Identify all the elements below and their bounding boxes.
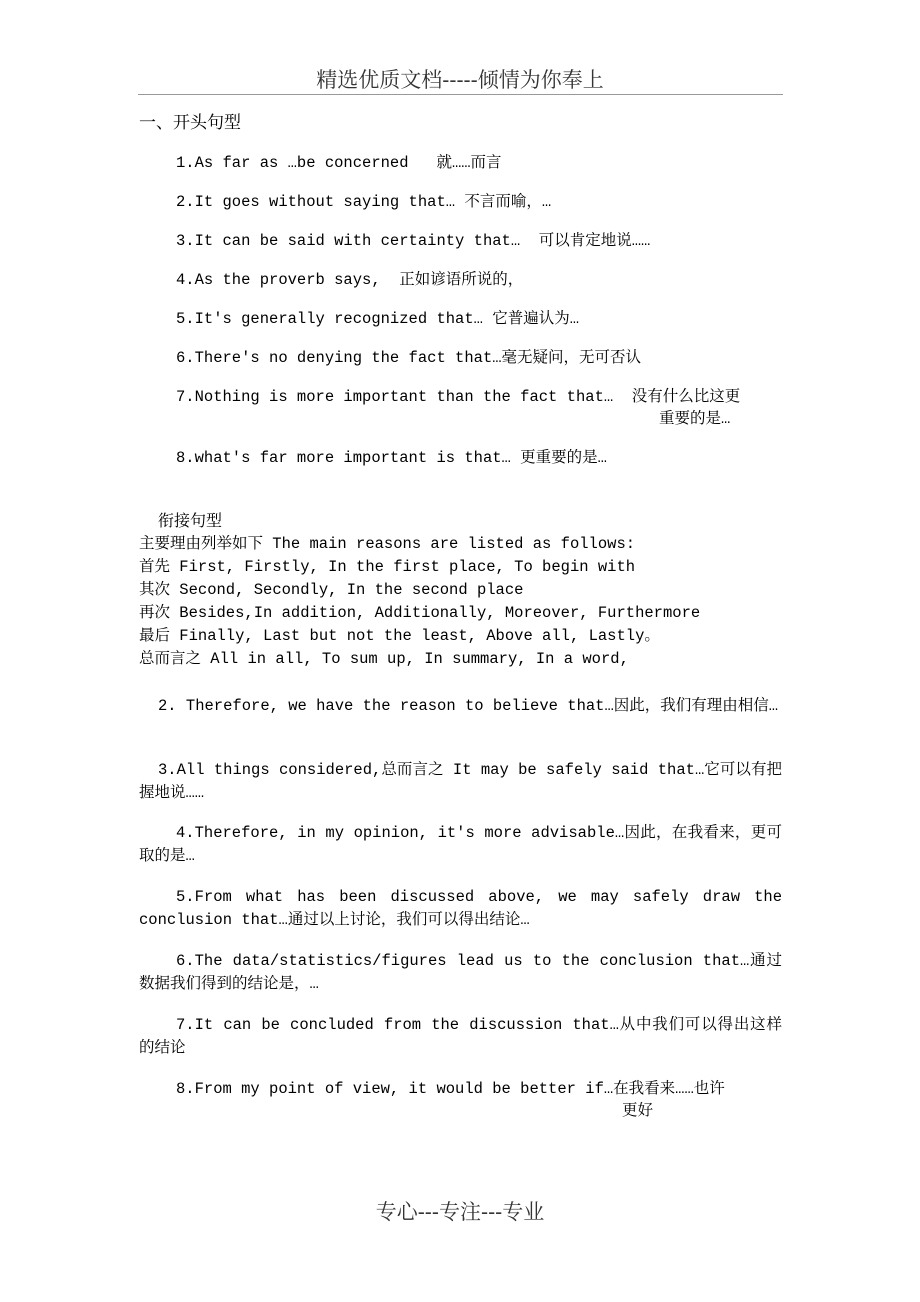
opening-item-3: 3.It can be said with certainty that… 可以肯定地说…… xyxy=(176,232,651,250)
transition-line-4: 再次 Besides,In addition, Additionally, Moreover, Furthermore xyxy=(139,604,701,622)
conclusion-item-3-text: 3.All things considered,总而言之 It may be safely said that…它可以有把握地说…… xyxy=(139,761,782,802)
opening-item-6: 6.There's no denying the fact that…毫无疑问，无可否认 xyxy=(176,349,642,367)
conclusion-item-7 xyxy=(139,1014,782,1060)
conclusion-item-6-text: 6.The data/statistics/figures lead us to the conclusion that…通过数据我们得到的结论是，… xyxy=(139,952,782,993)
conclusion-item-4-text: 4.Therefore, in my opinion, it's more advisable…因此，在我看来，更可取的是… xyxy=(139,824,782,865)
transition-line-2: 首先 First, Firstly, In the first place, To begin with xyxy=(139,558,636,576)
conclusion-item-6 xyxy=(139,950,782,996)
conclusion-item-5-text: 5.From what has been discussed above, we may safely draw the conclusion that…通过以上讨论，我们可以得出结论… xyxy=(139,888,782,929)
opening-item-2: 2.It goes without saying that… 不言而喻，… xyxy=(176,193,552,211)
conclusion-item-8-continuation: 更好 xyxy=(622,1102,654,1120)
conclusion-item-2-text: 2. Therefore, we have the reason to believe that…因此，我们有理由相信… xyxy=(158,697,779,715)
conclusion-item-2 xyxy=(139,695,782,718)
section-heading-opening: 一、开头句型 xyxy=(139,113,241,133)
conclusion-item-8: 8.From my point of view, it would be better if…在我看来……也许 xyxy=(176,1080,725,1098)
conclusion-item-7-text: 7.It can be concluded from the discussion that…从中我们可以得出这样的结论 xyxy=(139,1016,782,1057)
transition-line-5: 最后 Finally, Last but not the least, Above all, Lastly。 xyxy=(139,627,660,645)
header-divider xyxy=(138,94,783,95)
transition-line-3: 其次 Second, Secondly, In the second place xyxy=(139,581,524,599)
opening-item-4: 4.As the proverb says, 正如谚语所说的， xyxy=(176,271,524,289)
transition-line-6: 总而言之 All in all, To sum up, In summary, In a word, xyxy=(139,650,629,668)
conclusion-item-3 xyxy=(139,759,782,805)
conclusion-item-4 xyxy=(139,822,782,868)
page-header-title: 精选优质文档-----倾情为你奉上 xyxy=(316,68,604,92)
transition-line-1: 主要理由列举如下 The main reasons are listed as follows: xyxy=(139,535,636,553)
opening-item-7-continuation: 重要的是… xyxy=(659,410,731,428)
opening-item-1: 1.As far as …be concerned 就……而言 xyxy=(176,154,502,172)
opening-item-8: 8.what's far more important is that… 更重要的是… xyxy=(176,449,607,467)
section-heading-transition: 衔接句型 xyxy=(158,511,223,530)
opening-item-5: 5.It's generally recognized that… 它普遍认为… xyxy=(176,310,580,328)
page-footer-title: 专心---专注---专业 xyxy=(375,1200,545,1224)
conclusion-item-5 xyxy=(139,886,782,932)
opening-item-7: 7.Nothing is more important than the fact that… 没有什么比这更 xyxy=(176,388,741,406)
